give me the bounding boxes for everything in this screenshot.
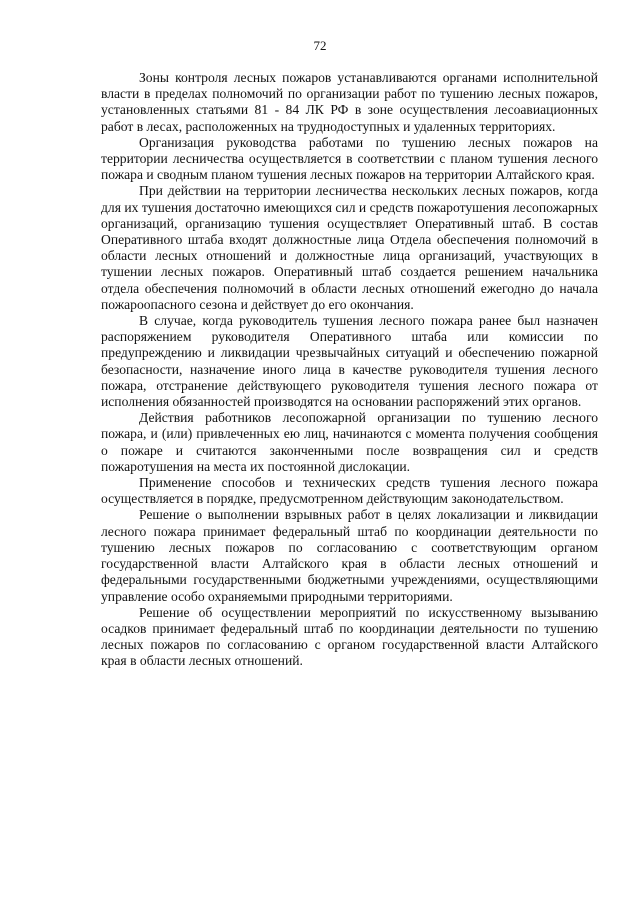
paragraph-fire-control-zones: Зоны контроля лесных пожаров устанавливаются органами исполнительной власти в пределах полномочий по организации работ по тушению лесных пожаров, установленных статьями 81 - 84 ЛК РФ в зоне осуществления лесоавиационных работ в лесах, расположенных на труднодоступных и удаленных территориях. (101, 70, 598, 134)
paragraph-methods-application: Применение способов и технических средств тушения лесного пожара осуществляется в порядке, предусмотренном действующим законодательством. (101, 475, 598, 507)
paragraph-operational-headquarters: При действии на территории лесничества нескольких лесных пожаров, когда для их тушения достаточно имеющихся сил и средств пожаротушения лесопожарных организаций, организацию тушения осуществляет Оперативный штаб. В состав Оперативного штаба входят должностные лица Отдела обеспечения полномочий в области лесных отношений и должностные лица организаций, участвующих в тушении лесных пожаров. Оперативный штаб создается решением начальника отдела обеспечения полномочий в области лесных отношений ежегодно до начала пожароопасного сезона и действует до его окончания. (101, 183, 598, 312)
body-text (101, 70, 598, 670)
paragraph-supervisor-appointment: В случае, когда руководитель тушения лесного пожара ранее был назначен распоряжением руководителя Оперативного штаба или комиссии по предупреждению и ликвидации чрезвычайных ситуаций и обеспечению пожарной безопасности, назначение иного лица в качестве руководителя тушения лесного пожара, отстранение действующего руководителя тушения лесного пожара от исполнения обязанностей производятся на основании распоряжений этих органов. (101, 313, 598, 410)
paragraph-artificial-precipitation: Решение об осуществлении мероприятий по искусственному вызыванию осадков принимает федеральный штаб по координации деятельности по тушению лесных пожаров по согласованию с органом государственной власти Алтайского края в области лесных отношений. (101, 604, 598, 669)
paragraph-worker-actions: Действия работников лесопожарной организации по тушению лесного пожара, и (или) привлеченных ею лиц, начинаются с момента получения сообщения о пожаре и считаются законченными после возвращения сил и средств пожаротушения на места их постоянной дислокации. (101, 410, 598, 474)
paragraph-management-organization: Организация руководства работами по тушению лесных пожаров на территории лесничества осуществляется в соответствии с планом тушения лесного пожара и сводным планом тушения лесных пожаров на территории Алтайского края. (101, 134, 598, 183)
page-number: 72 (313, 38, 327, 53)
paragraph-blasting-works: Решение о выполнении взрывных работ в целях локализации и ликвидации лесного пожара принимает федеральный штаб по координации деятельности по тушению лесных пожаров по согласованию с соответствующим органом государственной власти Алтайского края в области лесных отношений и федеральными государственными бюджетными учреждениями, осуществляющими управление особо охраняемыми природными территориями. (101, 507, 598, 604)
